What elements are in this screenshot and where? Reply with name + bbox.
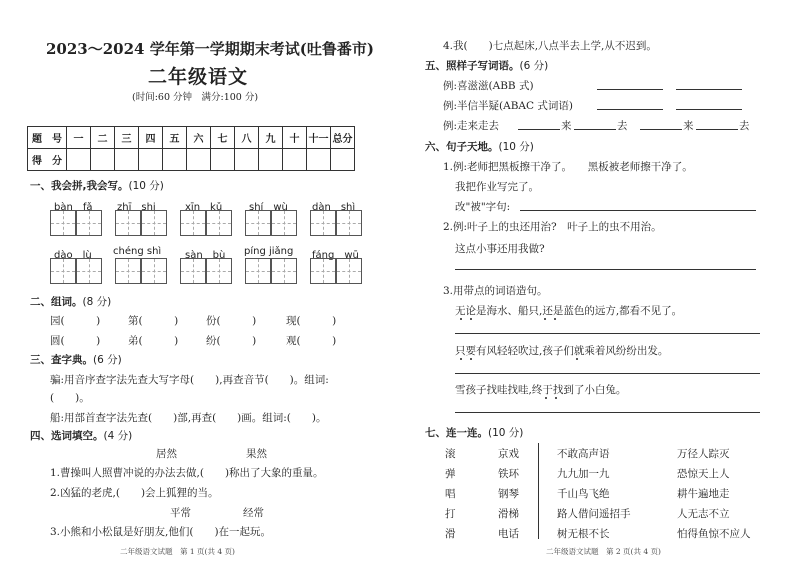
answer-line[interactable] [676, 89, 742, 90]
match-item[interactable]: 九九加一九 [557, 468, 610, 480]
score-table-score-row [28, 149, 355, 171]
zuci-item: 第( ) [128, 315, 179, 327]
match-item[interactable]: 打 [445, 508, 456, 520]
word-choice: 经常 [243, 507, 264, 519]
example-label: 例:走来走去 [443, 120, 500, 132]
pinyin-label: fáng wū [312, 250, 359, 261]
match-item[interactable]: 人无志不立 [677, 508, 730, 520]
score-input-cell[interactable] [139, 149, 163, 171]
emphasis-dot [576, 358, 578, 360]
match-item[interactable]: 弹 [445, 468, 456, 480]
page-footer-left: 二年级语文试题 第 1 页(共 4 页) [120, 547, 235, 556]
tianzi-box[interactable] [76, 210, 102, 236]
score-cell: 十 [283, 127, 307, 149]
score-input-cell[interactable] [91, 149, 115, 171]
zuci-item: 份( ) [206, 315, 257, 327]
source-sentence: 这点小事还用我做? [455, 243, 545, 255]
section-6-heading: 六、句子天地。(10 分) [425, 141, 534, 153]
fill-question: 1.曹操叫人照曹冲说的办法去做,( )称出了大象的重量。 [50, 467, 324, 479]
match-item[interactable]: 万径人踪灭 [677, 448, 730, 460]
match-item[interactable]: 京戏 [498, 448, 519, 460]
tianzi-box[interactable] [141, 258, 167, 284]
tianzi-box[interactable] [115, 258, 141, 284]
score-input-cell[interactable] [187, 149, 211, 171]
score-input-cell[interactable] [235, 149, 259, 171]
example-sentence: 无论是海水、船只,还是蓝色的远方,都看不见了。 [455, 305, 683, 317]
pinyin-label: dàn shì [312, 202, 356, 213]
answer-line[interactable] [696, 129, 738, 130]
score-cell: 六 [187, 127, 211, 149]
pinyin-label: sàn bù [185, 250, 226, 261]
tianzi-box[interactable] [76, 258, 102, 284]
tianzi-box[interactable] [336, 258, 362, 284]
match-item[interactable]: 不敢高声语 [557, 448, 610, 460]
emphasis-dot [545, 397, 547, 399]
score-input-cell[interactable] [67, 149, 91, 171]
fill-question: 2.凶猛的老虎,( )会上狐狸的当。 [50, 487, 219, 499]
match-item[interactable]: 唱 [445, 488, 456, 500]
match-item[interactable]: 滑 [445, 528, 456, 540]
exam-subtitle: 二年级语文 [148, 66, 249, 88]
tianzi-box[interactable] [271, 210, 297, 236]
tianzi-box[interactable] [245, 258, 271, 284]
pinyin-label: chéng shì [113, 246, 162, 257]
pattern-char: 来 [561, 120, 572, 132]
page-footer-right: 二年级语文试题 第 2 页(共 4 页) [546, 547, 661, 556]
match-item[interactable]: 耕牛遍地走 [677, 488, 730, 500]
word-choice: 居然 [156, 448, 177, 460]
match-item[interactable]: 路人借问遥招手 [557, 508, 631, 520]
score-cell: 十一 [307, 127, 331, 149]
question-title: 3.用带点的词语造句。 [443, 285, 548, 297]
answer-line[interactable] [455, 412, 760, 413]
example-sentence: 雪孩子找哇找哇,终于找到了小白兔。 [455, 384, 627, 396]
emphasis-dot [555, 397, 557, 399]
match-item[interactable]: 怕得鱼惊不应人 [677, 528, 751, 540]
tianzi-box[interactable] [180, 258, 206, 284]
tianzi-box[interactable] [310, 258, 336, 284]
score-table [27, 126, 355, 171]
section-2-heading: 二、组词。(8 分) [30, 296, 112, 308]
match-item[interactable]: 恐惊天上人 [677, 468, 730, 480]
word-choice: 平常 [170, 507, 191, 519]
score-table-header-row [28, 127, 355, 149]
tianzi-box[interactable] [310, 210, 336, 236]
emphasis-dot [460, 318, 462, 320]
tianzi-box[interactable] [206, 210, 232, 236]
dictionary-line: 骗:用音序查字法先查大写字母( ),再查音节( )。组词: [50, 374, 329, 386]
answer-line[interactable] [574, 129, 616, 130]
score-cell: 总分 [331, 127, 355, 149]
score-cell: 五 [163, 127, 187, 149]
answer-line[interactable] [640, 129, 682, 130]
score-cell: 三 [115, 127, 139, 149]
emphasis-dot [544, 318, 546, 320]
section-5-heading: 五、照样子写词语。(6 分) [425, 60, 549, 72]
zuci-item: 弟( ) [128, 335, 179, 347]
example-label: 例:喜滋滋(ABB 式) [443, 80, 534, 92]
source-sentence: 我把作业写完了。 [455, 181, 539, 193]
pinyin-label: bàn fǎ [54, 202, 93, 213]
section-7-heading: 七、连一连。(10 分) [425, 427, 524, 439]
emphasis-dot [460, 358, 462, 360]
answer-line[interactable] [597, 89, 663, 90]
rewrite-prompt: 改"被"字句: [455, 201, 511, 213]
score-row-label: 得 分 [28, 149, 67, 171]
example-sentence: 2.例:叶子上的虫还用治? 叶子上的虫不用治。 [443, 221, 662, 233]
answer-line[interactable] [455, 373, 760, 374]
pattern-char: 去 [617, 120, 628, 132]
section-4-heading: 四、选词填空。(4 分) [30, 430, 133, 442]
pinyin-label: dào lù [54, 250, 92, 261]
answer-line[interactable] [676, 109, 742, 110]
tianzi-box[interactable] [180, 210, 206, 236]
score-input-cell[interactable] [115, 149, 139, 171]
example-label: 例:半信半疑(ABAC 式词语) [443, 100, 573, 112]
score-cell: 八 [235, 127, 259, 149]
zuci-item: 圆( ) [50, 335, 101, 347]
score-input-cell[interactable] [163, 149, 187, 171]
score-input-cell[interactable] [283, 149, 307, 171]
score-cell: 九 [259, 127, 283, 149]
dictionary-line: 船:用部首查字法先查( )部,再查( )画。组词:( )。 [50, 412, 327, 424]
fill-question: 4.我( )七点起床,八点半去上学,从不迟到。 [443, 40, 657, 52]
section-1-heading: 一、我会拼,我会写。(10 分) [30, 180, 164, 192]
score-cell: 一 [67, 127, 91, 149]
exam-meta: (时间:60 分钟 满分:100 分) [132, 92, 259, 103]
answer-line[interactable] [518, 129, 560, 130]
zuci-item: 园( ) [50, 315, 101, 327]
column-divider [538, 443, 539, 539]
pinyin-label: zhī shi [117, 202, 156, 213]
emphasis-dot [470, 358, 472, 360]
example-sentence: 只要有风轻轻吹过,孩子们就乘着风纷纷出发。 [455, 345, 669, 357]
tianzi-box[interactable] [141, 210, 167, 236]
answer-line[interactable] [455, 333, 760, 334]
tianzi-box[interactable] [336, 210, 362, 236]
pattern-char: 去 [739, 120, 750, 132]
emphasis-dot [470, 318, 472, 320]
tianzi-box[interactable] [50, 258, 76, 284]
score-cell: 四 [139, 127, 163, 149]
score-input-cell[interactable] [331, 149, 355, 171]
tianzi-box[interactable] [50, 210, 76, 236]
score-cell: 七 [211, 127, 235, 149]
match-item[interactable]: 铁环 [498, 468, 519, 480]
answer-line[interactable] [455, 269, 756, 270]
pinyin-label: xīn kǔ [185, 202, 223, 213]
match-item[interactable]: 树无根不长 [557, 528, 610, 540]
emphasis-dot [554, 318, 556, 320]
answer-line[interactable] [520, 210, 756, 211]
word-choice: 果然 [246, 448, 267, 460]
dictionary-line: ( )。 [50, 392, 90, 404]
match-item[interactable]: 钢琴 [498, 488, 519, 500]
score-input-cell[interactable] [211, 149, 235, 171]
zuci-item: 纷( ) [206, 335, 257, 347]
zuci-item: 现( ) [286, 315, 337, 327]
score-input-cell[interactable] [307, 149, 331, 171]
pinyin-label: píng jiǎng [244, 246, 294, 257]
match-item[interactable]: 千山鸟飞绝 [557, 488, 610, 500]
zuci-item: 观( ) [286, 335, 337, 347]
pinyin-label: shí wù [249, 202, 288, 213]
example-sentence: 1.例:老师把黑板擦干净了。 黑板被老师擦干净了。 [443, 161, 693, 173]
pattern-char: 来 [683, 120, 694, 132]
tianzi-box[interactable] [271, 258, 297, 284]
tianzi-box[interactable] [115, 210, 141, 236]
section-3-heading: 三、查字典。(6 分) [30, 354, 122, 366]
score-cell: 二 [91, 127, 115, 149]
tianzi-box[interactable] [206, 258, 232, 284]
tianzi-box[interactable] [245, 210, 271, 236]
answer-line[interactable] [597, 109, 663, 110]
score-cell: 题 号 [28, 127, 67, 149]
match-item[interactable]: 滚 [445, 448, 456, 460]
exam-title: 2023～2024 学年第一学期期末考试(吐鲁番市) [46, 40, 374, 58]
match-item[interactable]: 滑梯 [498, 508, 519, 520]
score-input-cell[interactable] [259, 149, 283, 171]
match-item[interactable]: 电话 [498, 528, 519, 540]
fill-question: 3.小熊和小松鼠是好朋友,他们( )在一起玩。 [50, 526, 272, 538]
